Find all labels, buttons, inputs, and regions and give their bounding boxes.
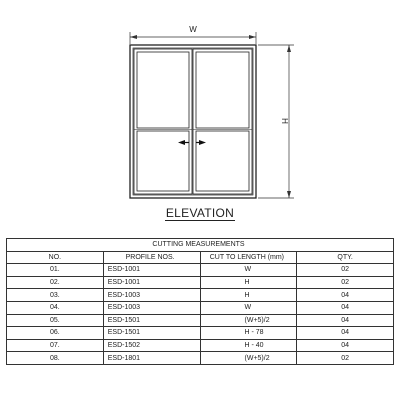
width-arrow-left — [130, 35, 137, 39]
elevation-title — [0, 206, 400, 221]
row-no: 08. — [7, 352, 104, 365]
table-row — [7, 339, 394, 352]
row-cut-length: (W+5)/2 — [200, 314, 297, 327]
header-no: NO. — [7, 251, 104, 264]
header-qty: QTY. — [297, 251, 394, 264]
cutting-measurements-table — [6, 238, 394, 365]
row-profile: ESD-1501 — [103, 327, 200, 340]
height-arrow-top — [287, 45, 291, 52]
row-cut-length: H — [200, 289, 297, 302]
header-profile: PROFILE NOS. — [103, 251, 200, 264]
row-profile: ESD-1001 — [103, 276, 200, 289]
header-cut-length: CUT TO LENGTH (mm) — [200, 251, 297, 264]
row-qty: 04 — [297, 301, 394, 314]
table-title: CUTTING MEASUREMENTS — [7, 239, 394, 252]
height-arrow-bottom — [287, 191, 291, 198]
table-row — [7, 264, 394, 277]
table-title-row — [7, 239, 394, 252]
table-row — [7, 289, 394, 302]
elevation-title-text: ELEVATION — [165, 206, 235, 220]
row-cut-length: (W+5)/2 — [200, 352, 297, 365]
table-row — [7, 352, 394, 365]
table-row — [7, 301, 394, 314]
row-cut-length: H - 78 — [200, 327, 297, 340]
row-no: 06. — [7, 327, 104, 340]
row-qty: 02 — [297, 276, 394, 289]
row-qty: 04 — [297, 314, 394, 327]
width-label: W — [189, 25, 197, 34]
row-profile: ESD-1003 — [103, 301, 200, 314]
row-qty: 02 — [297, 264, 394, 277]
row-no: 03. — [7, 289, 104, 302]
row-profile: ESD-1001 — [103, 264, 200, 277]
right-sash — [193, 49, 252, 194]
table-row — [7, 314, 394, 327]
slide-arrow-right-icon — [196, 140, 206, 145]
row-no: 04. — [7, 301, 104, 314]
row-cut-length: W — [200, 301, 297, 314]
row-cut-length: H — [200, 276, 297, 289]
table-header-row — [7, 251, 394, 264]
row-profile: ESD-1801 — [103, 352, 200, 365]
row-cut-length: H - 40 — [200, 339, 297, 352]
width-arrow-right — [249, 35, 256, 39]
row-no: 02. — [7, 276, 104, 289]
table-row — [7, 327, 394, 340]
row-cut-length: W — [200, 264, 297, 277]
row-profile: ESD-1003 — [103, 289, 200, 302]
height-label: H — [280, 118, 289, 124]
row-qty: 04 — [297, 289, 394, 302]
row-profile: ESD-1502 — [103, 339, 200, 352]
row-no: 07. — [7, 339, 104, 352]
row-qty: 04 — [297, 327, 394, 340]
row-qty: 04 — [297, 339, 394, 352]
left-sash — [134, 49, 192, 194]
slide-arrow-left-icon — [178, 140, 189, 145]
row-no: 05. — [7, 314, 104, 327]
row-qty: 02 — [297, 352, 394, 365]
row-no: 01. — [7, 264, 104, 277]
row-profile: ESD-1501 — [103, 314, 200, 327]
table-row — [7, 276, 394, 289]
